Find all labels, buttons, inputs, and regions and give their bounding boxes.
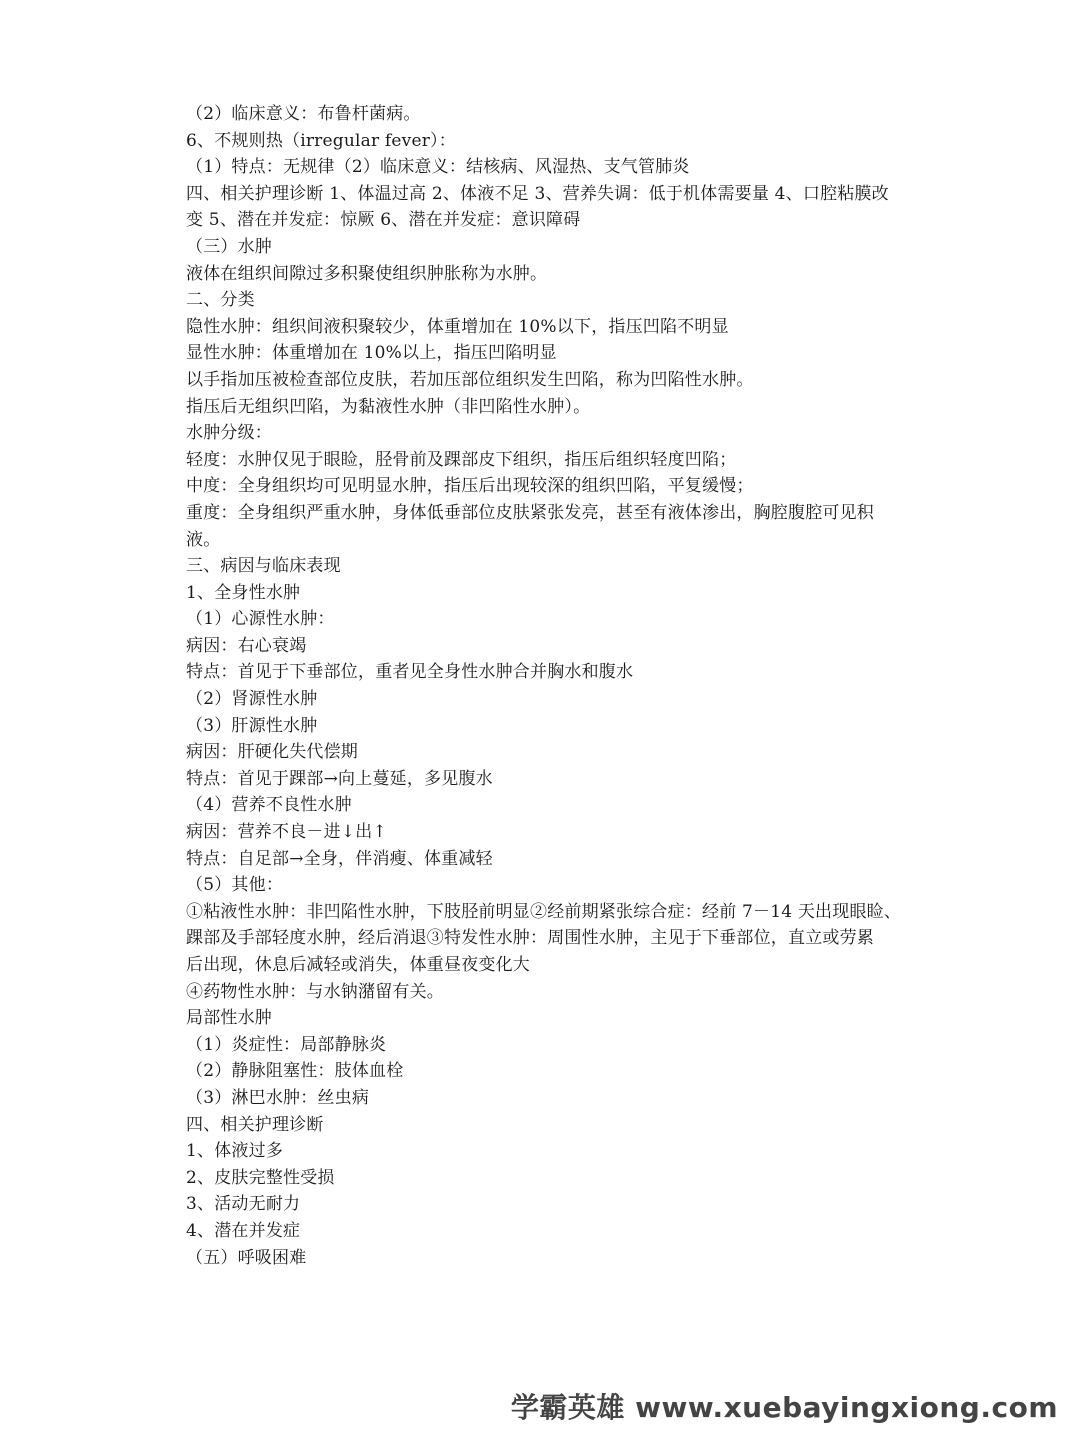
text-line: （三）水肿: [186, 236, 272, 257]
text-line: 特点：自足部→全身，伴消瘦、体重减轻: [186, 848, 493, 869]
text-line: （2）静脉阻塞性：肢体血栓: [186, 1061, 404, 1082]
text-line: 三、病因与临床表现: [186, 556, 341, 577]
text-line: 2、皮肤完整性受损: [186, 1167, 335, 1188]
text-line: 病因：右心衰竭: [186, 635, 307, 656]
text-line: （1）炎症性：局部静脉炎: [186, 1034, 387, 1055]
text-line: 重度：全身组织严重水肿，身体低垂部位皮肤紧张发亮，甚至有液体渗出，胸腔腹腔可见积: [186, 502, 874, 523]
text-line: 踝部及手部轻度水肿，经后消退③特发性水肿：周围性水肿，主见于下垂部位，直立或劳累: [186, 928, 874, 949]
text-line: 病因：肝硬化失代偿期: [186, 742, 358, 763]
text-line: （1）特点：无规律（2）临床意义：结核病、风湿热、支气管肺炎: [186, 157, 690, 178]
text-line: 指压后无组织凹陷，为黏液性水肿（非凹陷性水肿）。: [186, 396, 591, 417]
text-line: 特点：首见于踝部→向上蔓延，多见腹水: [186, 768, 493, 789]
text-line: 轻度：水肿仅见于眼睑，胫骨前及踝部皮下组织，指压后组织轻度凹陷；: [186, 449, 737, 470]
text-line: 1、全身性水肿: [186, 582, 301, 603]
text-line: 以手指加压被检查部位皮肤，若加压部位组织发生凹陷，称为凹陷性水肿。: [186, 369, 754, 390]
text-line: （4）营养不良性水肿: [186, 795, 352, 816]
text-line: 四、相关护理诊断: [186, 1114, 324, 1135]
text-line: 液体在组织间隙过多积聚使组织肿胀称为水肿。: [186, 263, 548, 284]
text-line: （2）肾源性水肿: [186, 689, 318, 710]
text-line: （五）呼吸困难: [186, 1247, 307, 1268]
text-line: 四、相关护理诊断 1、体温过高 2、体液不足 3、营养失调：低于机体需要量 4、口腔粘膜改: [186, 183, 889, 204]
text-line: 局部性水肿: [186, 1008, 272, 1029]
text-line: 4、潜在并发症: [186, 1220, 301, 1241]
text-line: （3）肝源性水肿: [186, 715, 318, 736]
text-line: ①粘液性水肿：非凹陷性水肿，下肢胫前明显②经前期紧张综合症：经前 7－14 天出现眼睑、: [186, 901, 902, 922]
text-line: 显性水肿：体重增加在 10%以上，指压凹陷明显: [186, 343, 557, 364]
text-line: 3、活动无耐力: [186, 1194, 301, 1215]
text-line: 特点：首见于下垂部位，重者见全身性水肿合并胸水和腹水: [186, 662, 634, 683]
text-line: ④药物性水肿：与水钠潴留有关。: [186, 981, 444, 1002]
text-line: 水肿分级：: [186, 423, 272, 444]
document-body: [186, 101, 906, 1271]
text-line: 中度：全身组织均可见明显水肿，指压后出现较深的组织凹陷，平复缓慢；: [186, 476, 754, 497]
text-line: （5）其他：: [186, 875, 284, 896]
site-watermark: 学霸英雄 www.xuebayingxiong.com: [510, 1391, 1058, 1424]
text-line: 液。: [186, 529, 221, 550]
text-line: 1、体液过多: [186, 1141, 284, 1162]
text-line: 二、分类: [186, 290, 255, 311]
text-line: 隐性水肿：组织间液积聚较少，体重增加在 10%以下，指压凹陷不明显: [186, 316, 729, 337]
text-line: （1）心源性水肿：: [186, 609, 335, 630]
text-line: 变 5、潜在并发症：惊厥 6、潜在并发症：意识障碍: [186, 210, 581, 231]
text-line: （2）临床意义：布鲁杆菌病。: [186, 104, 421, 124]
text-line: （3）淋巴水肿：丝虫病: [186, 1087, 370, 1108]
text-line: 6、不规则热（irregular fever）：: [186, 130, 456, 151]
text-line: 病因：营养不良－进↓出↑: [186, 822, 387, 843]
text-line: 后出现，休息后减轻或消失，体重昼夜变化大: [186, 955, 530, 975]
